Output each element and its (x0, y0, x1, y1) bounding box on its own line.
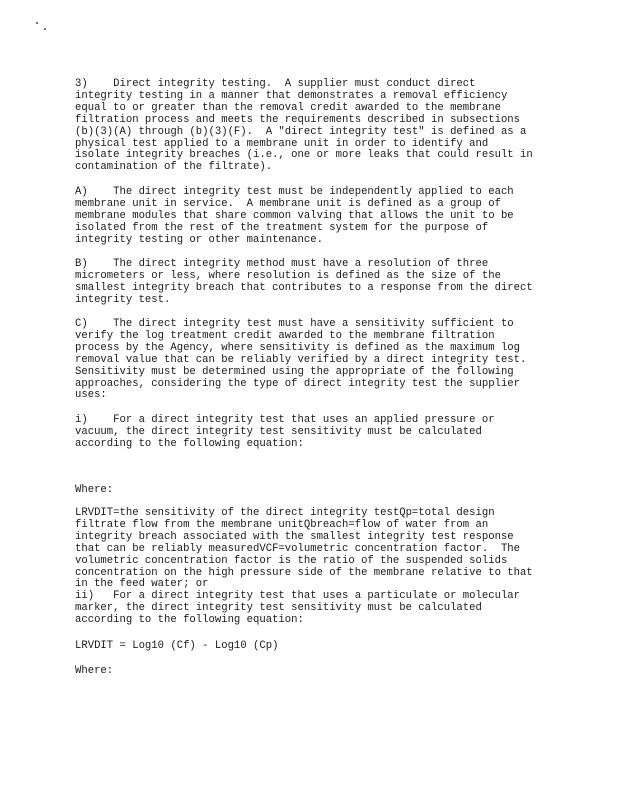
text-line: vacuum, the direct integrity test sensitivity must be calculated (75, 425, 482, 438)
text-line: uses: (75, 389, 107, 402)
text-line: marker, the direct integrity test sensitivity must be calculated (75, 602, 482, 615)
text-line: filtrate flow from the membrane unitQbreach=flow of water from an (75, 518, 489, 531)
text-line: smallest integrity breach that contributes to a response from the direct (75, 281, 533, 294)
paragraph-i-applied-pressure (75, 415, 545, 451)
text-line: physical test applied to a membrane unit in order to identify and (75, 137, 489, 150)
text-line: in the feed water; or (75, 578, 209, 591)
where-label (75, 666, 545, 678)
text-line: integrity testing or other maintenance. (75, 233, 323, 246)
where-label (75, 485, 545, 497)
text-line: (b)(3)(A) through (b)(3)(F). A "direct integrity test" is defined as a (75, 125, 527, 138)
text-line: 3) Direct integrity testing. A supplier must conduct direct (75, 78, 476, 90)
text-line: integrity testing in a manner that demonstrates a removal efficiency (75, 89, 508, 102)
text-line: isolated from the rest of the treatment system for the purpose of (75, 221, 489, 234)
text-line: Where: (75, 665, 114, 677)
text-line: B) The direct integrity method must have a resolution of three (75, 258, 489, 270)
text-line: contamination of the filtrate). (75, 161, 273, 174)
text-line: removal value that can be reliably verified by a direct integrity test. (75, 353, 527, 366)
scan-speck (44, 28, 46, 30)
equation-text: LRVDIT = Log10 (Cf) - Log10 (Cp) (75, 640, 279, 652)
text-line: C) The direct integrity test must have a sensitivity sufficient to (75, 318, 514, 330)
paragraph-direct-integrity-testing (75, 79, 545, 174)
text-line: A) The direct integrity test must be independently applied to each (75, 186, 514, 198)
text-line: ii) For a direct integrity test that uses a particulate or molecular (75, 590, 521, 603)
text-line: filtration process and meets the requirements described in subsections (75, 113, 521, 126)
paragraph-definitions (75, 508, 545, 627)
paragraph-b-resolution (75, 259, 545, 307)
text-line: isolate integrity breaches (i.e., one or more leaks that could result in (75, 149, 533, 162)
text-line: process by the Agency, where sensitivity is defined as the maximum log (75, 341, 521, 354)
text-line: according to the following equation: (75, 437, 304, 450)
paragraph-a-membrane-unit (75, 187, 545, 247)
text-line: membrane modules that share common valving that allows the unit to be (75, 209, 514, 222)
text-line: Where: (75, 484, 114, 496)
text-line: Sensitivity must be determined using the appropriate of the following (75, 365, 514, 378)
text-line: micrometers or less, where resolution is defined as the size of the (75, 269, 501, 282)
text-line: equal to or greater than the removal credit awarded to the membrane (75, 101, 501, 114)
scan-speck (36, 22, 38, 24)
text-line: LRVDIT=the sensitivity of the direct integrity testQp=total design (75, 507, 495, 519)
text-line: integrity breach associated with the smallest integrity test response (75, 530, 514, 543)
paragraph-c-sensitivity (75, 319, 545, 402)
text-line: according to the following equation: (75, 614, 304, 627)
text-line: verify the log treatment credit awarded to the membrane filtration (75, 329, 495, 342)
text-line: membrane unit in service. A membrane unit is defined as a group of (75, 197, 501, 210)
text-line: concentration on the high pressure side of the membrane relative to that (75, 566, 533, 579)
text-line: i) For a direct integrity test that uses an applied pressure or (75, 414, 495, 426)
text-line: volumetric concentration factor is the ratio of the suspended solids (75, 554, 508, 567)
text-line: approaches, considering the type of direct integrity test the supplier (75, 377, 521, 390)
equation-lrvdit (75, 641, 545, 653)
text-line: integrity test. (75, 293, 171, 306)
text-line: that can be reliably measuredVCF=volumetric concentration factor. The (75, 542, 521, 555)
